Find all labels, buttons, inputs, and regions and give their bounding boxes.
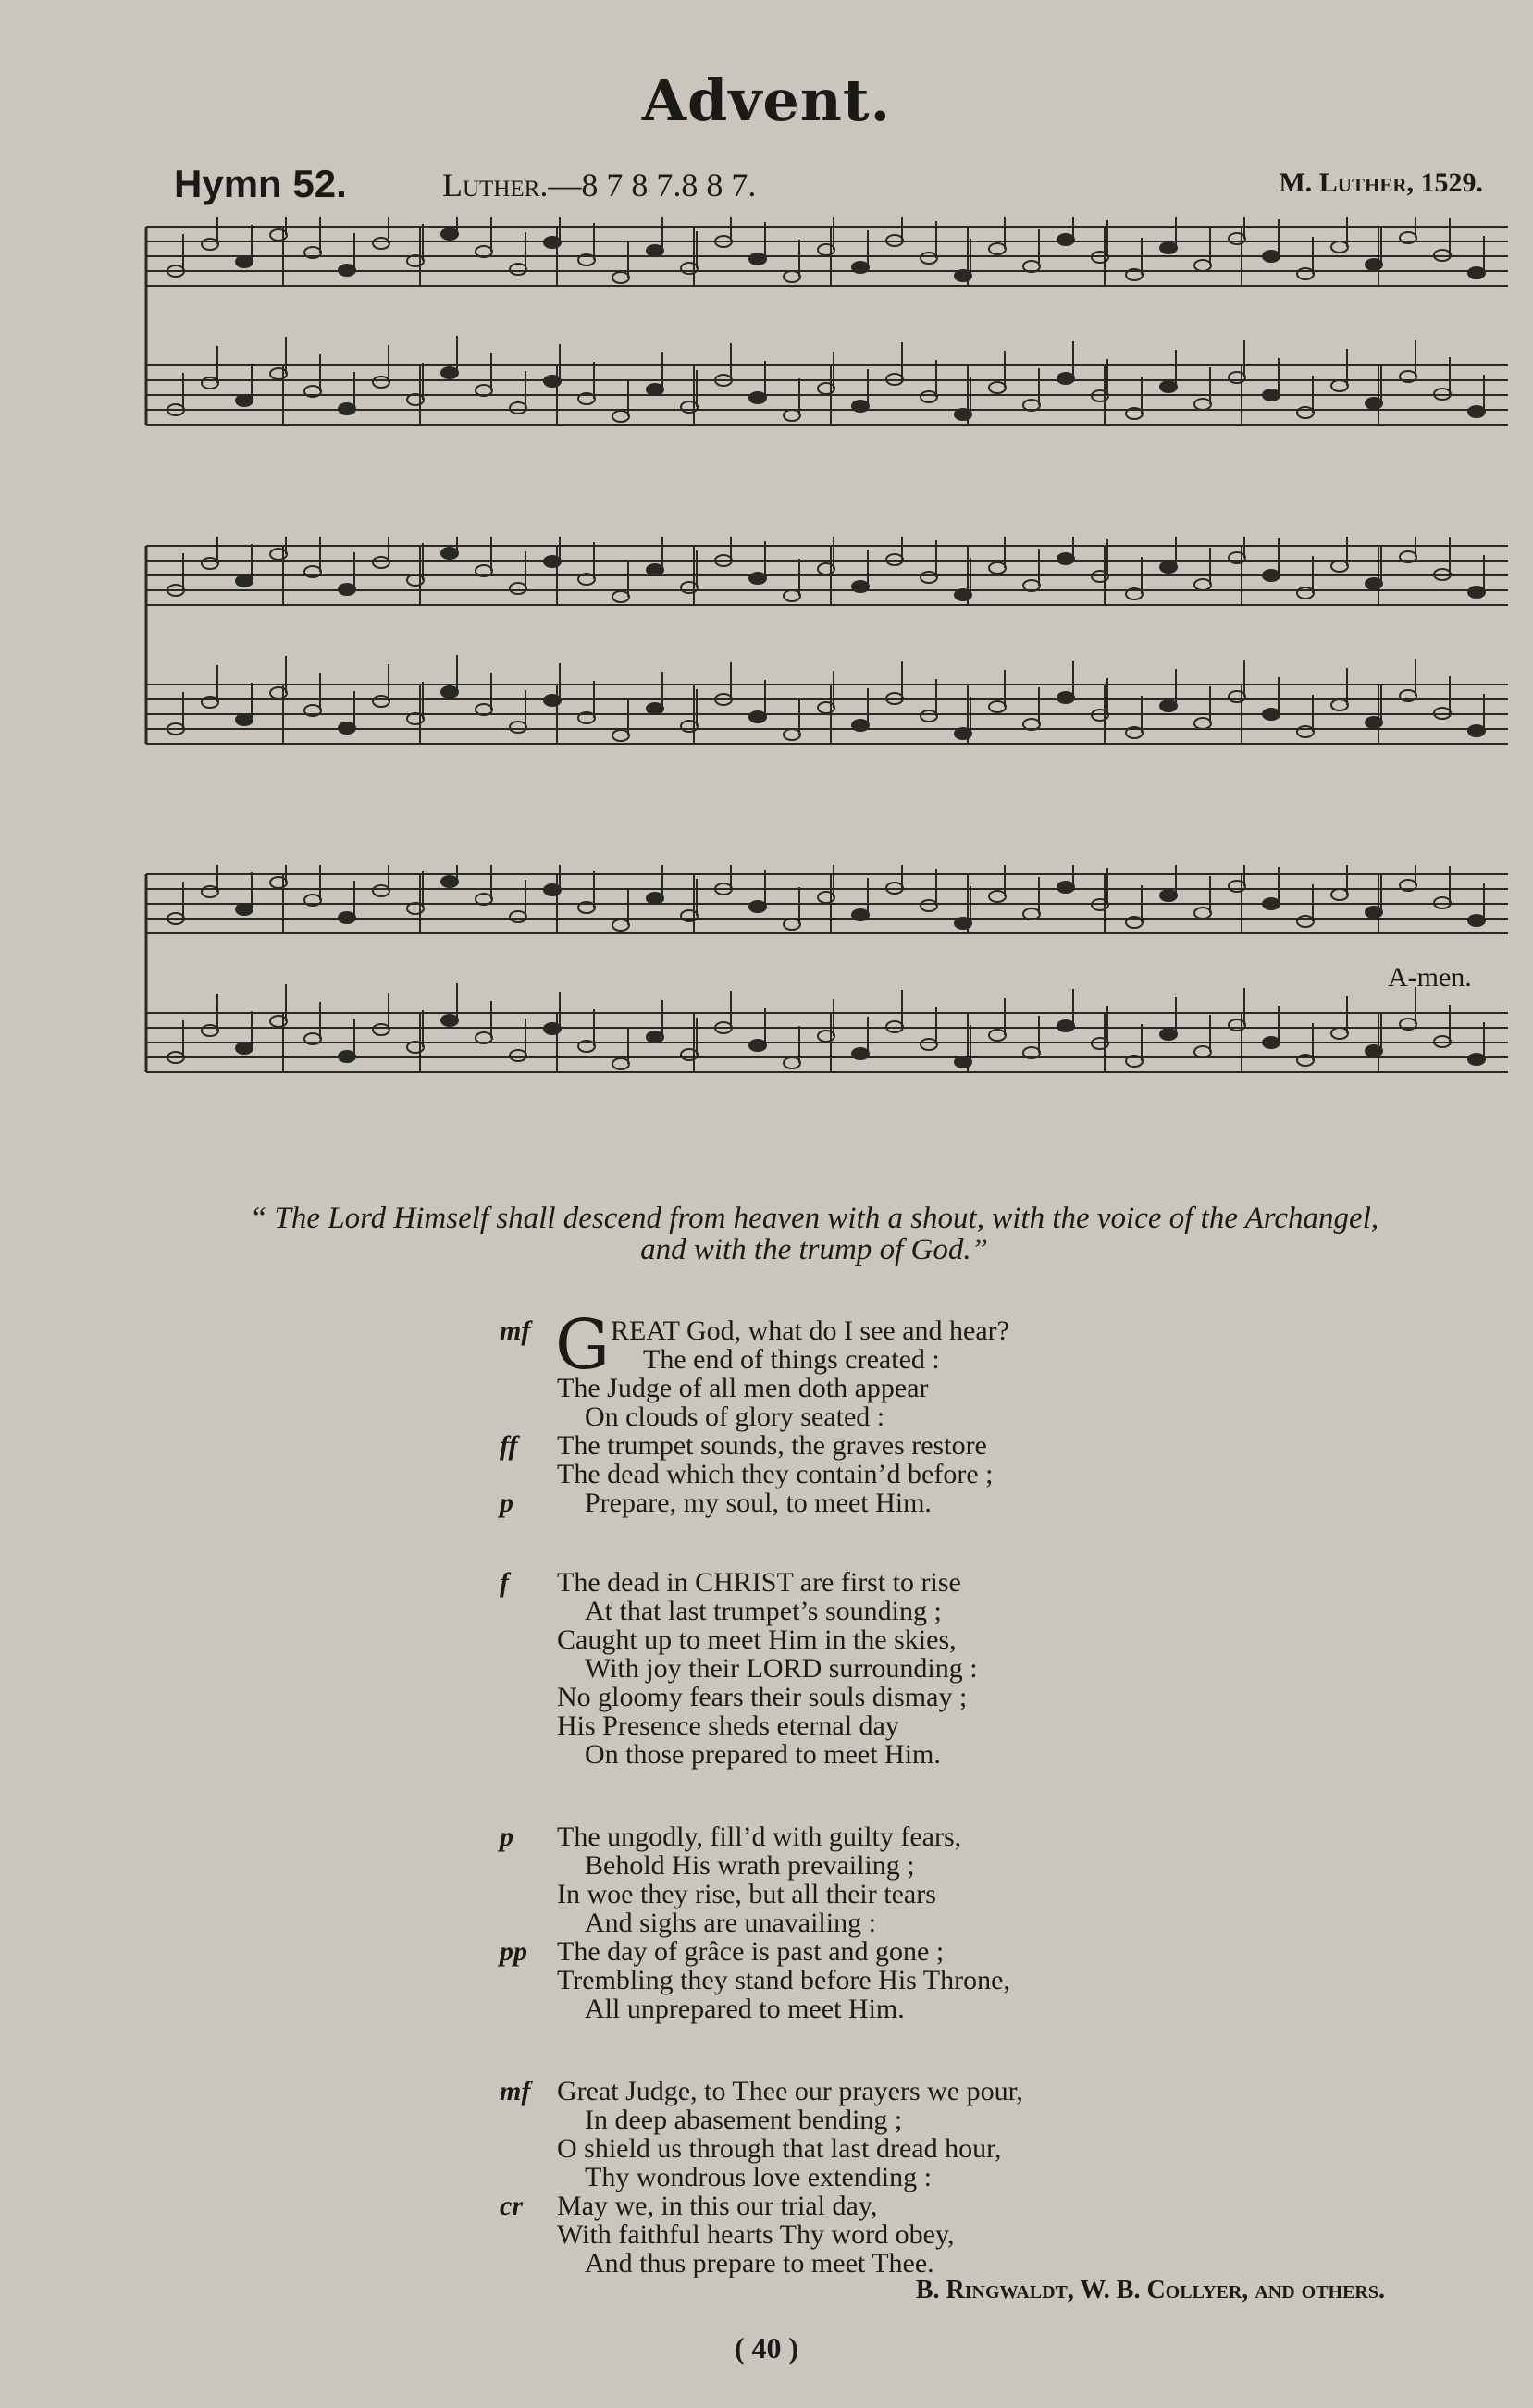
note-head	[510, 402, 526, 414]
note-head	[612, 272, 629, 283]
note-head	[612, 730, 629, 741]
note-head	[373, 696, 389, 707]
hymn-composer: M. Luther, 1529.	[1279, 167, 1483, 198]
note-head	[989, 382, 1006, 393]
note-head	[681, 721, 698, 732]
note-head	[1229, 691, 1245, 702]
stanza-line-text: The Judge of all men doth appear	[557, 1373, 929, 1403]
note-head	[818, 244, 834, 255]
stanza-line-text: With joy their LORD surrounding :	[585, 1653, 978, 1684]
stanza-line-text: Caught up to meet Him in the skies,	[557, 1624, 957, 1655]
epigraph-line-2: and with the trump of God.”	[640, 1233, 988, 1266]
note-head	[1160, 381, 1177, 392]
note-head	[647, 703, 663, 714]
note-head	[784, 729, 800, 740]
note-head	[270, 687, 287, 698]
note-head	[1057, 553, 1074, 564]
note-head	[544, 1023, 561, 1034]
drop-cap: G	[555, 1305, 611, 1385]
stanza-line	[500, 1374, 1332, 1402]
stanza-line	[500, 1966, 1332, 1994]
dynamic-marking: p	[500, 1488, 513, 1518]
note-head	[1297, 587, 1314, 599]
hymn-header	[174, 162, 1483, 217]
dynamic-marking: f	[500, 1567, 509, 1598]
stanza-line-text: The end of things created :	[643, 1344, 940, 1375]
dynamic-marking: p	[500, 1821, 513, 1852]
stanza-line	[500, 2134, 1332, 2163]
note-head	[373, 238, 389, 249]
note-head	[544, 237, 561, 248]
note-head	[544, 695, 561, 706]
stanza-line	[500, 2249, 1332, 2278]
note-head	[441, 228, 458, 240]
hymn-tune	[442, 166, 756, 204]
note-head	[1297, 916, 1314, 927]
note-head	[1366, 398, 1382, 409]
note-head	[339, 584, 355, 595]
stanza-line-text: In woe they rise, but all their tears	[557, 1879, 936, 1909]
note-head	[202, 239, 218, 250]
stanza-line-text: In deep abasement bending ;	[585, 2105, 903, 2135]
note-head	[202, 697, 218, 708]
note-head	[1194, 399, 1211, 410]
note-head	[818, 702, 834, 713]
stanza-line	[500, 1851, 1332, 1880]
note-head	[1297, 407, 1314, 418]
note-head	[1263, 570, 1280, 581]
note-head	[1194, 260, 1211, 271]
note-head	[510, 722, 526, 733]
note-head	[612, 1058, 629, 1069]
note-head	[955, 728, 971, 739]
note-head	[339, 722, 355, 734]
note-head	[852, 909, 869, 920]
music-system-3	[139, 865, 1517, 1133]
note-head	[270, 368, 287, 379]
note-head	[852, 581, 869, 592]
note-head	[921, 253, 937, 264]
note-head	[236, 256, 253, 267]
note-head	[955, 589, 971, 600]
note-head	[955, 918, 971, 929]
note-head	[441, 876, 458, 887]
note-head	[1229, 881, 1245, 892]
music-system-1-staves	[139, 217, 1517, 486]
stanza-line-text: The dead which they contain’d before ;	[557, 1459, 994, 1489]
stanza-line-text: At that last trumpet’s sounding ;	[585, 1596, 942, 1626]
note-head	[1263, 389, 1280, 401]
note-head	[1366, 717, 1382, 728]
note-head	[510, 583, 526, 594]
note-head	[1468, 725, 1485, 736]
note-head	[1331, 1028, 1348, 1039]
note-head	[1468, 1054, 1485, 1065]
note-head	[1366, 578, 1382, 589]
note-head	[1331, 241, 1348, 253]
note-head	[818, 383, 834, 394]
note-head	[852, 1048, 869, 1059]
note-head	[1229, 1019, 1245, 1031]
stanza-line-text: All unprepared to meet Him.	[585, 1994, 905, 2024]
stanza-line-text: His Presence sheds eternal day	[557, 1710, 899, 1741]
note-head	[921, 391, 937, 402]
note-head	[921, 572, 937, 583]
epigraph-line-1: “ The Lord Himself shall descend from heaven with a shout, with the voice of the Archangel,	[249, 1202, 1379, 1235]
note-head	[202, 558, 218, 569]
note-head	[544, 556, 561, 567]
stanza-line	[500, 1345, 1332, 1374]
stanza-line-text: And sighs are unavailing :	[585, 1908, 876, 1938]
note-head	[1297, 268, 1314, 279]
note-head	[1057, 882, 1074, 893]
stanza-line-text: Trembling they stand before His Throne,	[557, 1965, 1010, 1995]
note-head	[784, 590, 800, 601]
note-head	[1263, 251, 1280, 262]
stanza-line	[500, 1568, 1332, 1597]
epigraph	[167, 1203, 1462, 1266]
stanza-line	[500, 2163, 1332, 2192]
stanza-line	[500, 1654, 1332, 1683]
note-head	[921, 900, 937, 911]
note-head	[681, 910, 698, 921]
stanza-line	[500, 1597, 1332, 1625]
stanza-line	[500, 1994, 1332, 2023]
stanza-line	[500, 1402, 1332, 1431]
note-head	[749, 392, 766, 403]
stanza-line	[500, 1937, 1332, 1966]
note-head	[1194, 1046, 1211, 1057]
stanza-line	[500, 2192, 1332, 2220]
music-system-2	[139, 537, 1517, 805]
note-head	[818, 563, 834, 574]
note-head	[339, 403, 355, 414]
stanza-3	[500, 1822, 1332, 2023]
stanza-line-text: REAT God, what do I see and hear?	[611, 1315, 1009, 1346]
stanza-line-text: Behold His wrath prevailing ;	[585, 1850, 915, 1881]
note-head	[681, 582, 698, 593]
dynamic-marking: mf	[500, 2076, 531, 2106]
note-head	[989, 243, 1006, 254]
note-head	[1160, 890, 1177, 901]
note-head	[1331, 699, 1348, 710]
note-head	[441, 1015, 458, 1026]
note-head	[647, 1031, 663, 1043]
note-head	[270, 877, 287, 888]
hymn-number: Hymn 52.	[174, 162, 347, 205]
dynamic-marking: mf	[500, 1315, 531, 1346]
stanza-line-text: No gloomy fears their souls dismay ;	[557, 1682, 968, 1712]
note-head	[544, 884, 561, 895]
amen-label: A-men.	[1388, 962, 1472, 993]
note-head	[339, 912, 355, 923]
note-head	[1263, 898, 1280, 909]
note-head	[749, 1040, 766, 1051]
note-head	[647, 245, 663, 256]
note-head	[989, 891, 1006, 902]
note-head	[1263, 1037, 1280, 1048]
stanza-line	[500, 1822, 1332, 1851]
dynamic-marking: pp	[500, 1936, 527, 1967]
note-head	[989, 1030, 1006, 1041]
stanza-line-text: The trumpet sounds, the graves restore	[557, 1430, 987, 1461]
note-head	[544, 376, 561, 387]
note-head	[784, 1057, 800, 1068]
note-head	[749, 711, 766, 722]
music-system-1	[139, 217, 1517, 486]
stanza-line	[500, 2105, 1332, 2134]
stanza-line-text: And thus prepare to meet Thee.	[585, 2248, 934, 2278]
note-head	[1194, 908, 1211, 919]
note-head	[681, 1049, 698, 1060]
stanza-line-text: Thy wondrous love extending :	[585, 2162, 932, 2192]
note-head	[270, 1016, 287, 1027]
note-head	[1366, 259, 1382, 270]
note-head	[270, 229, 287, 241]
stanza-line-text: The dead in CHRIST are first to rise	[557, 1567, 961, 1598]
note-head	[818, 1031, 834, 1042]
note-head	[441, 548, 458, 559]
note-head	[784, 410, 800, 421]
stanza-line-text: With faithful hearts Thy word obey,	[557, 2219, 955, 2250]
note-head	[236, 1043, 253, 1054]
note-head	[921, 710, 937, 722]
note-head	[1468, 915, 1485, 926]
stanza-line	[500, 1431, 1332, 1460]
note-head	[784, 919, 800, 930]
stanza-line	[500, 2077, 1332, 2105]
note-head	[1194, 579, 1211, 590]
note-head	[921, 1039, 937, 1050]
note-head	[852, 401, 869, 412]
note-head	[441, 367, 458, 378]
note-head	[1468, 587, 1485, 598]
stanza-line	[500, 2220, 1332, 2249]
note-head	[647, 564, 663, 575]
note-head	[1229, 372, 1245, 383]
stanza-line	[500, 1908, 1332, 1937]
note-head	[1160, 1029, 1177, 1040]
page-number: ( 40 )	[734, 2331, 799, 2365]
dynamic-marking: ff	[500, 1430, 518, 1461]
note-head	[1366, 907, 1382, 918]
note-head	[1194, 718, 1211, 729]
note-head	[749, 901, 766, 912]
note-head	[510, 911, 526, 922]
section-title: Advent.	[641, 67, 892, 134]
note-head	[1229, 233, 1245, 244]
note-head	[441, 686, 458, 698]
stanza-1	[500, 1305, 1332, 1518]
stanza-line-text: The ungodly, fill’d with guilty fears,	[557, 1821, 962, 1852]
stanza-line-text: May we, in this our trial day,	[557, 2191, 878, 2221]
note-head	[784, 271, 800, 282]
note-head	[955, 409, 971, 420]
stanza-line	[500, 1711, 1332, 1740]
note-head	[1160, 700, 1177, 711]
note-head	[1297, 726, 1314, 737]
note-head	[1229, 552, 1245, 563]
stanza-line	[500, 1460, 1332, 1488]
note-head	[373, 557, 389, 568]
note-head	[373, 885, 389, 896]
note-head	[955, 270, 971, 281]
stanza-line	[500, 1625, 1332, 1654]
stanza-line-text: The day of grâce is past and gone ;	[557, 1936, 945, 1967]
note-head	[955, 1056, 971, 1068]
note-head	[1160, 242, 1177, 253]
note-head	[1331, 561, 1348, 572]
note-head	[1468, 406, 1485, 417]
note-head	[852, 262, 869, 273]
note-head	[989, 701, 1006, 712]
stanza-line	[500, 1683, 1332, 1711]
note-head	[818, 892, 834, 903]
note-head	[510, 264, 526, 275]
note-head	[1297, 1055, 1314, 1066]
note-head	[1263, 709, 1280, 720]
music-system-3-staves	[139, 865, 1517, 1133]
note-head	[852, 720, 869, 731]
note-head	[373, 377, 389, 388]
note-head	[749, 253, 766, 265]
attribution: B. Ringwaldt, W. B. Collyer, and others.	[915, 2276, 1385, 2304]
note-head	[1057, 1020, 1074, 1031]
note-head	[1057, 234, 1074, 245]
note-head	[989, 562, 1006, 574]
note-head	[612, 411, 629, 422]
note-head	[202, 1025, 218, 1036]
note-head	[1468, 267, 1485, 278]
stanza-line-text: Prepare, my soul, to meet Him.	[585, 1488, 932, 1518]
note-head	[373, 1024, 389, 1035]
stanza-line-text: O shield us through that last dread hour,	[557, 2133, 1002, 2164]
dynamic-marking: cr	[500, 2191, 523, 2221]
note-head	[681, 263, 698, 274]
stanza-line	[500, 1740, 1332, 1769]
note-head	[612, 591, 629, 602]
note-head	[647, 384, 663, 395]
note-head	[1057, 692, 1074, 703]
stanza-line	[500, 1880, 1332, 1908]
note-head	[1331, 380, 1348, 391]
note-head	[612, 920, 629, 931]
note-head	[1057, 373, 1074, 384]
note-head	[202, 886, 218, 897]
note-head	[236, 714, 253, 725]
note-head	[202, 377, 218, 389]
note-head	[339, 265, 355, 276]
note-head	[1331, 889, 1348, 900]
note-head	[339, 1051, 355, 1062]
note-head	[510, 1050, 526, 1061]
stanza-line-text: On clouds of glory seated :	[585, 1402, 885, 1432]
tune-name: Luther.	[442, 167, 549, 204]
hymn-meter: —8 7 8 7.8 8 7.	[548, 167, 757, 204]
note-head	[1160, 562, 1177, 573]
note-head	[749, 573, 766, 584]
stanza-line-text: On those prepared to meet Him.	[585, 1739, 941, 1770]
stanza-2	[500, 1568, 1332, 1769]
note-head	[236, 575, 253, 587]
stanza-line-text: Great Judge, to Thee our prayers we pour,	[557, 2076, 1023, 2106]
music-system-2-staves	[139, 537, 1517, 805]
stanza-line	[500, 1488, 1332, 1517]
note-head	[681, 401, 698, 413]
note-head	[270, 549, 287, 560]
stanza-4	[500, 2077, 1332, 2278]
note-head	[1366, 1045, 1382, 1056]
note-head	[647, 893, 663, 904]
note-head	[236, 904, 253, 915]
note-head	[236, 395, 253, 406]
